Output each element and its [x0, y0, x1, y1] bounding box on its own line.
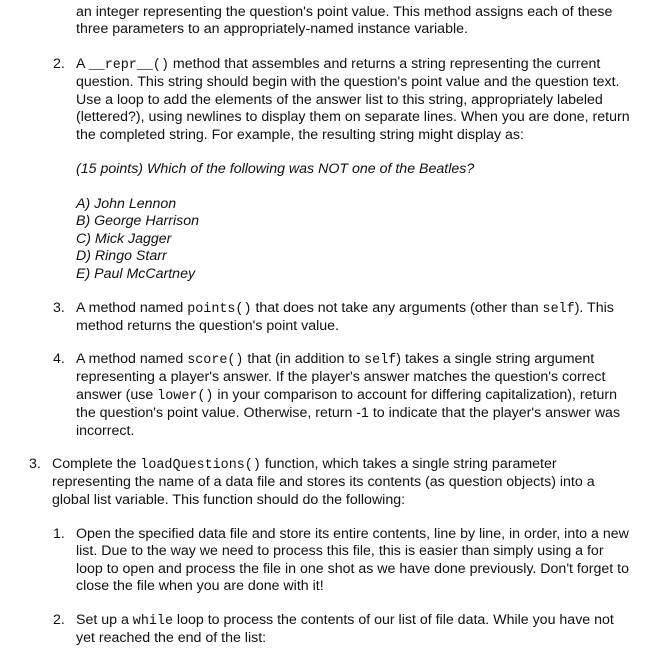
item-text: A — [76, 56, 89, 72]
item-line: incorrect. — [76, 422, 135, 439]
item-number: 3. — [53, 300, 65, 316]
item-line: representing the name of a data file and stores its contents (as question objects) into a — [52, 474, 595, 491]
item-line: close the file when you are done with it! — [76, 578, 324, 595]
item-line: the completed string. For example, the resulting string might display as: — [76, 126, 524, 143]
item-text: loop to process the contents of our list of file data. While you have not — [172, 612, 614, 628]
item-number: 3. — [29, 456, 41, 472]
item-text: method that assembles and returns a string representing the current — [168, 56, 601, 72]
intro-line-2: three parameters to an appropriately-named instance variable. — [76, 21, 468, 38]
answer-option: E) Paul McCartney — [76, 265, 196, 282]
item-line: yet reached the end of the list: — [76, 630, 267, 647]
item-number: 4. — [53, 351, 65, 367]
lower-method-code: lower() — [157, 388, 214, 404]
item-text: function, which takes a single string parameter — [260, 456, 557, 472]
item-text: ) takes a single string argument — [396, 351, 595, 367]
load-questions-code: loadQuestions() — [140, 458, 261, 473]
intro-paragraph — [76, 4, 650, 39]
self-code: self — [364, 353, 397, 368]
item-text: answer (use — [76, 386, 158, 403]
example-answers — [76, 196, 650, 283]
item-line: Use a loop to add the elements of the answer list to this string, appropriately labeled — [76, 91, 603, 108]
item-line: list. Due to the way we need to process this file, this is easier than simply using a for — [76, 543, 604, 560]
item-text: A method named — [76, 300, 188, 316]
item-line: (lettered?), using newlines to display them on separate lines. When you are done, return — [76, 109, 630, 126]
answer-option: B) George Harrison — [76, 213, 200, 230]
points-method-code: points() — [187, 302, 252, 317]
item-line: Open the specified data file and store its entire contents, line by line, in order, into a new — [76, 526, 629, 542]
answer-option: C) Mick Jagger — [76, 230, 172, 247]
example-question — [76, 161, 650, 178]
answer-option: D) Ringo Starr — [76, 248, 167, 265]
item-text: A method named — [76, 351, 188, 367]
self-code: self — [542, 302, 575, 317]
repr-method-code: __repr__() — [88, 58, 169, 73]
item-line: representing a player's answer. If the player's answer matches the question's correct — [76, 369, 606, 386]
item-line: method returns the question's point value. — [76, 318, 339, 335]
item-number: 1. — [53, 526, 65, 542]
item-text: that (in addition to — [243, 351, 365, 367]
item-line: question. This string should begin with the question's point value and the question text. — [76, 74, 620, 91]
item-number: 2. — [53, 612, 65, 628]
item-line: global list variable. This function should do the following: — [52, 491, 406, 508]
item-line: the question's point value. Otherwise, return -1 to indicate that the player's answer was — [76, 405, 621, 422]
item-text: Set up a — [76, 612, 133, 628]
item-text: that does not take any arguments (other than — [251, 300, 543, 316]
item-number: 2. — [53, 56, 65, 72]
while-keyword-code: while — [132, 614, 173, 629]
item-text: ). This — [574, 300, 614, 316]
intro-line-1: an integer representing the question's point value. This method assigns each of these — [76, 4, 613, 20]
item-text: in your comparison to account for differing capitalization), return — [213, 386, 617, 403]
item-text: Complete the — [52, 456, 141, 472]
item-line: loop to open and process the file in one shot as we have done previously. Don't forget to — [76, 560, 629, 577]
score-method-code: score() — [187, 353, 244, 368]
answer-option: A) John Lennon — [76, 196, 177, 212]
example-question-text: (15 points) Which of the following was NOT one of the Beatles? — [76, 161, 475, 177]
